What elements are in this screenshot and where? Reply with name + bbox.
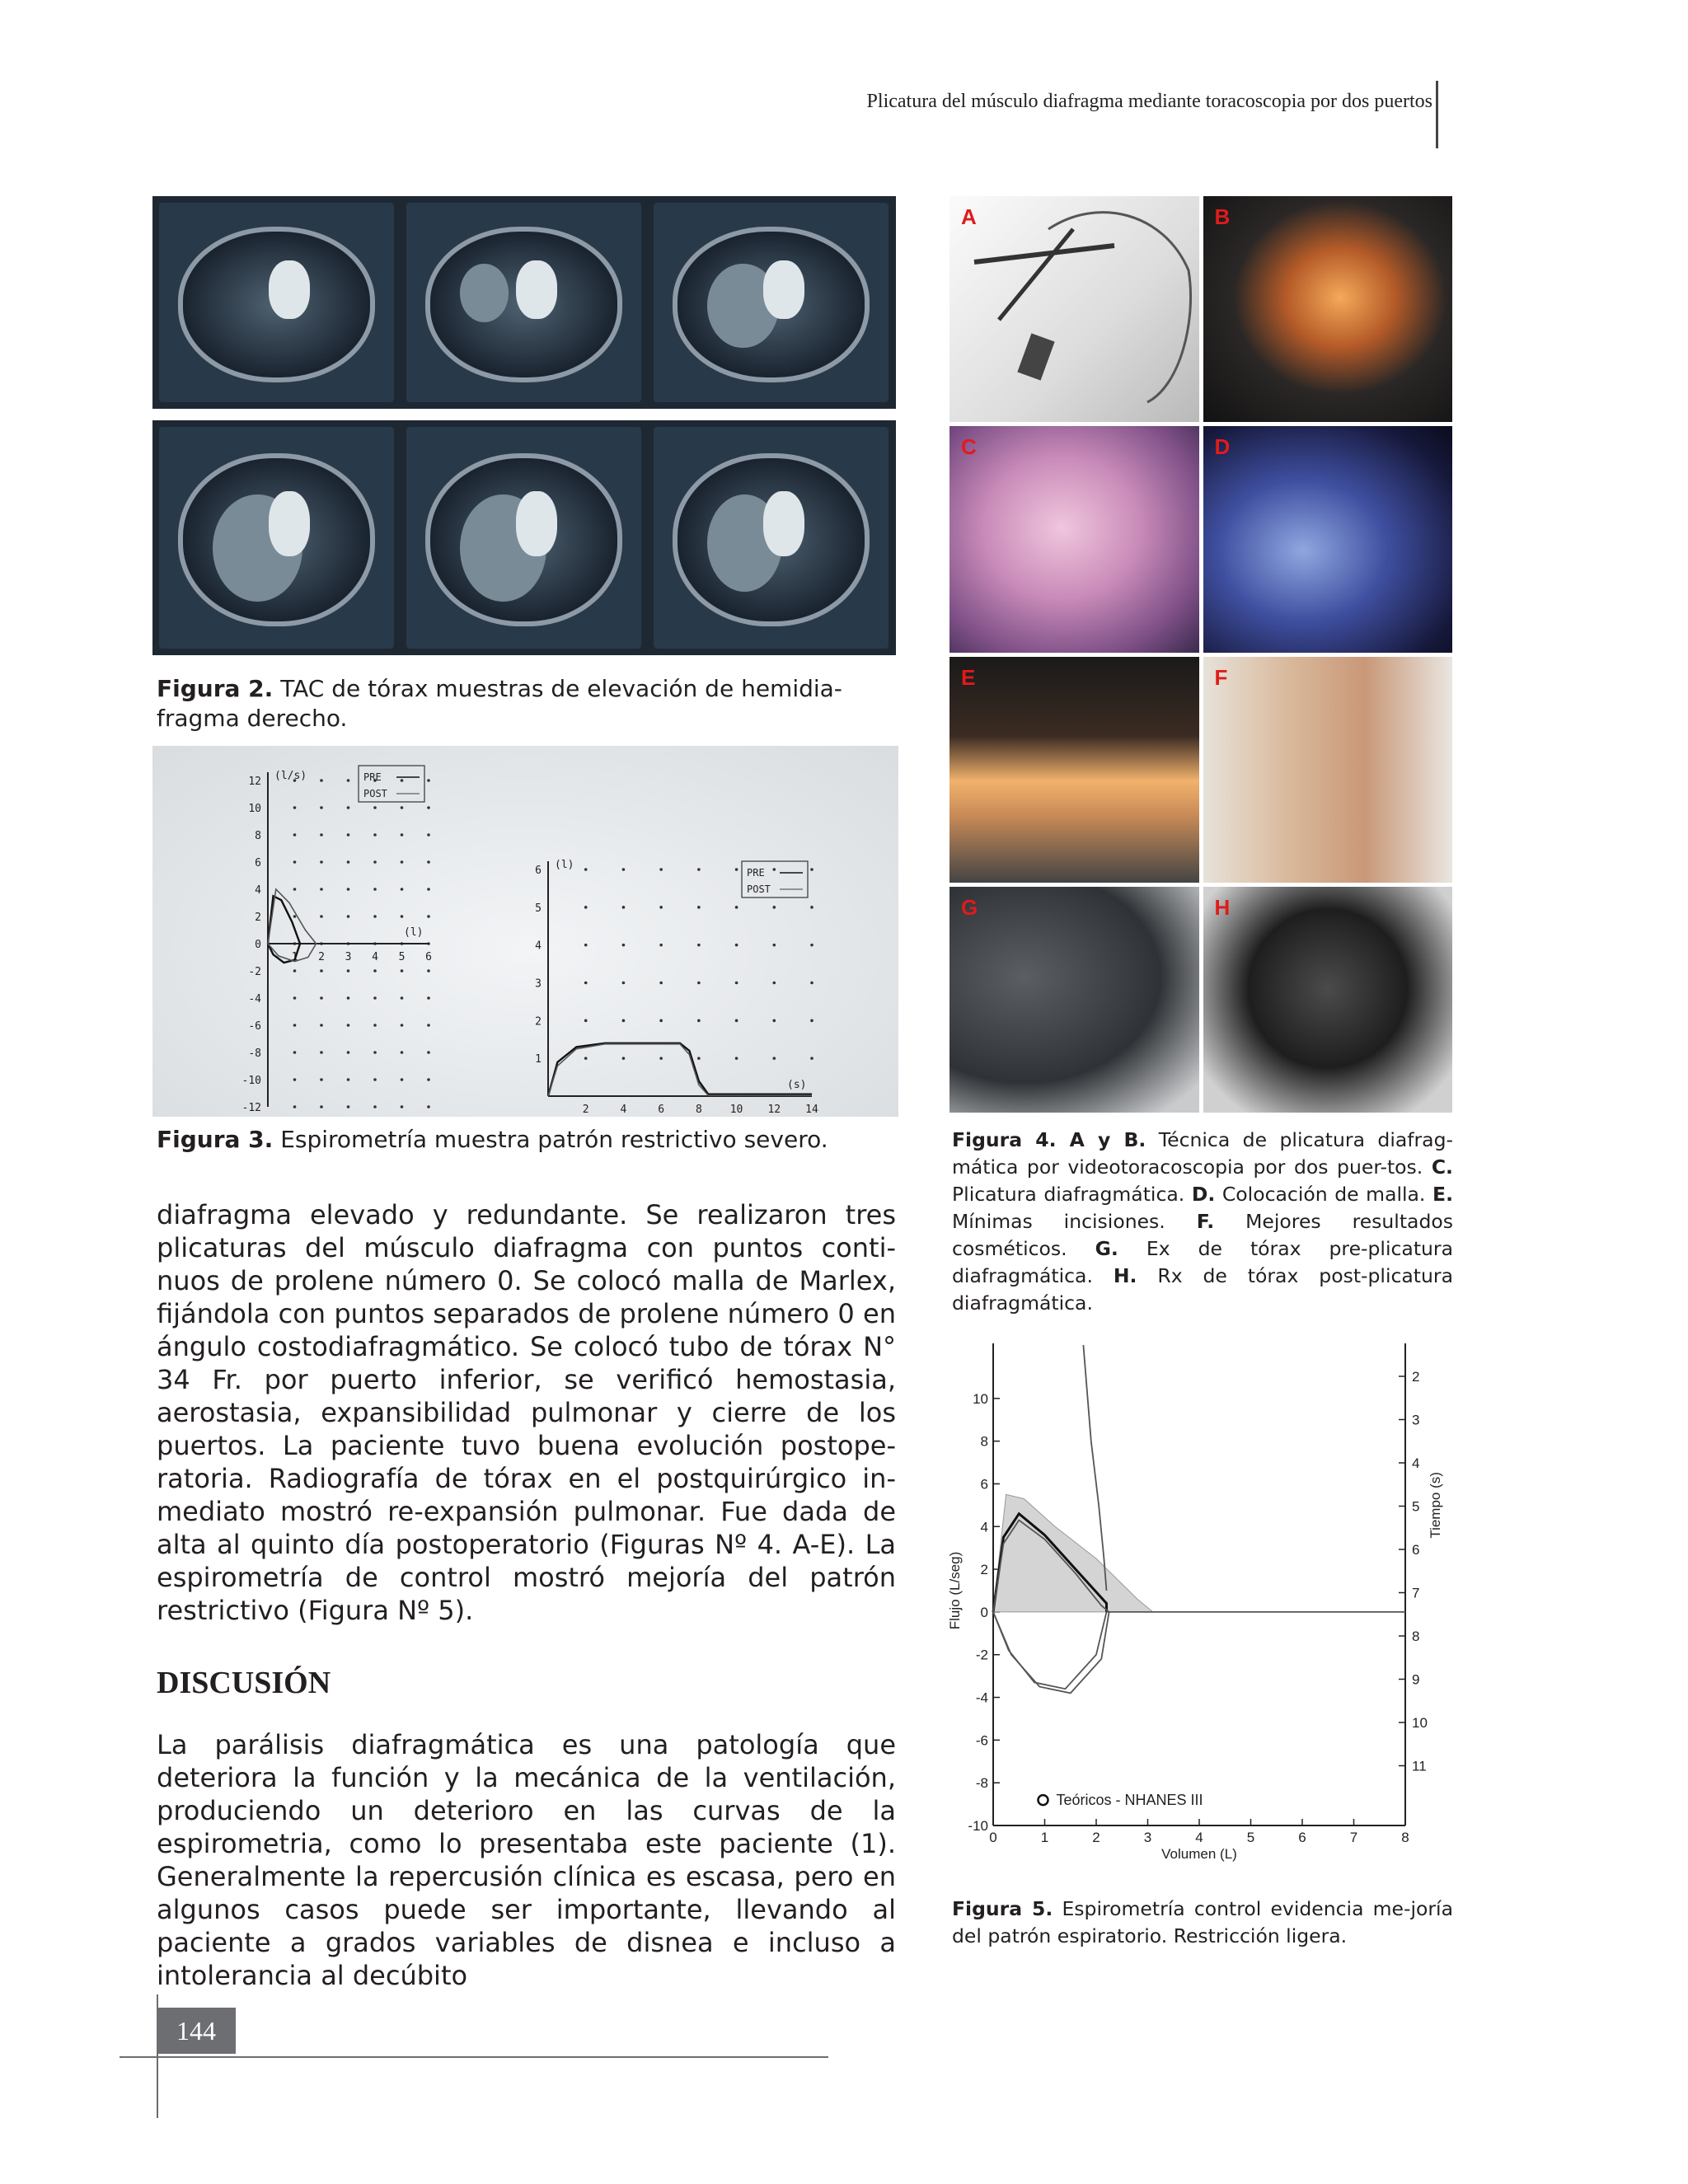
x-tick-label: 14 — [805, 1104, 818, 1116]
grid-dot — [427, 1024, 430, 1027]
grid-dot — [347, 833, 350, 837]
grid-dot — [293, 969, 297, 972]
section-heading: DISCUSIÓN — [157, 1666, 331, 1700]
x-tick-label: 4 — [1195, 1830, 1203, 1845]
x-tick-label: 1 — [1040, 1830, 1049, 1845]
figure-5-chart — [948, 1343, 1451, 1871]
figure-5-label: Figura 5. — [952, 1897, 1053, 1920]
grid-dot — [427, 888, 430, 891]
panel-f-photo — [1203, 657, 1453, 883]
x-tick-label: 2 — [318, 951, 325, 963]
grid-dot — [427, 1105, 430, 1108]
grid-dot — [293, 888, 297, 891]
x-tick-label: 7 — [1349, 1830, 1358, 1845]
y2-axis-label: Tiempo (s) — [1428, 1472, 1443, 1539]
grid-dot — [584, 868, 588, 871]
panel-e-photo — [950, 657, 1199, 883]
y-tick-label: 12 — [248, 776, 261, 788]
figure-3-label: Figura 3. — [157, 1126, 274, 1153]
grid-dot — [347, 1024, 350, 1027]
x-tick-label: 10 — [729, 1104, 743, 1116]
grid-dot — [810, 906, 814, 909]
y-axis-label: (l) — [555, 859, 574, 871]
panel-c-photo — [950, 426, 1199, 652]
figure-3-caption — [157, 1125, 898, 1155]
grid-dot — [772, 868, 776, 871]
y-tick-label: 1 — [535, 1053, 542, 1066]
figure-4-part-bold: H. — [1113, 1264, 1137, 1287]
page-number: 144 — [157, 2008, 236, 2054]
grid-dot — [373, 1024, 377, 1027]
figure-4-part: Mejores resultados cosméticos. — [952, 1210, 1453, 1260]
figure-4-caption — [952, 1127, 1453, 1317]
y-tick-label: 4 — [980, 1519, 988, 1535]
grid-dot — [347, 969, 350, 972]
y2-tick-label: 8 — [1412, 1629, 1420, 1644]
y-tick-label: -8 — [975, 1775, 988, 1792]
panel-h-xray — [1203, 887, 1453, 1113]
grid-dot — [659, 1019, 663, 1023]
grid-dot — [373, 833, 377, 837]
grid-dot — [373, 1078, 377, 1081]
grid-dot — [320, 915, 323, 918]
y-tick-label: -10 — [968, 1818, 988, 1834]
y-tick-label: 2 — [255, 912, 261, 924]
grid-dot — [320, 996, 323, 1000]
figure-2-caption — [157, 674, 898, 733]
grid-dot — [401, 996, 404, 1000]
panel-letter-g: G — [961, 894, 978, 920]
x-tick-label: 8 — [1401, 1830, 1409, 1845]
grid-dot — [622, 1019, 626, 1023]
grid-dot — [373, 806, 377, 809]
figure-2-ct-row-2 — [152, 420, 896, 655]
grid-dot — [735, 868, 738, 871]
x-tick-label: 4 — [372, 951, 378, 963]
x-tick-label: 8 — [695, 1104, 702, 1116]
figure-3-chart — [152, 746, 898, 1117]
grid-dot — [735, 944, 738, 947]
x-tick-label: 6 — [658, 1104, 665, 1116]
grid-dot — [697, 944, 701, 947]
grid-dot — [584, 982, 588, 985]
panel-letter-e: E — [961, 664, 976, 690]
grid-dot — [320, 1078, 323, 1081]
grid-dot — [427, 779, 430, 782]
grid-dot — [347, 888, 350, 891]
grid-dot — [293, 860, 297, 864]
grid-dot — [427, 1078, 430, 1081]
figure-4-part: Rx de tórax post-plicatura diafragmática. — [952, 1264, 1453, 1315]
y2-tick-label: 9 — [1412, 1671, 1420, 1688]
y-tick-label: -6 — [975, 1732, 988, 1749]
y-tick-label: 3 — [535, 977, 542, 991]
grid-dot — [697, 868, 701, 871]
grid-dot — [810, 1019, 814, 1023]
legend-label: Teóricos - NHANES III — [1056, 1792, 1203, 1809]
grid-dot — [659, 944, 663, 947]
grid-dot — [622, 982, 626, 985]
y-tick-label: 6 — [535, 865, 542, 877]
panel-a-illustration — [950, 196, 1199, 422]
grid-dot — [697, 906, 701, 909]
y-tick-label: 5 — [535, 902, 542, 915]
y-tick-label: 0 — [980, 1604, 988, 1620]
grid-dot — [320, 1051, 323, 1054]
y2-tick-label: 3 — [1412, 1412, 1420, 1428]
panel-letter-h: H — [1214, 894, 1231, 920]
y-tick-label: -6 — [248, 1020, 261, 1033]
grid-dot — [401, 915, 404, 918]
x-tick-label: 2 — [582, 1104, 589, 1116]
spirometry-panel-1 — [242, 766, 432, 1114]
grid-dot — [401, 1105, 404, 1108]
grid-dot — [373, 860, 377, 864]
grid-dot — [401, 833, 404, 837]
y-tick-label: 6 — [980, 1476, 988, 1493]
grid-dot — [659, 868, 663, 871]
grid-dot — [659, 906, 663, 909]
x-tick-label: 3 — [1143, 1830, 1152, 1845]
grid-dot — [401, 779, 404, 782]
figure-4-part-bold: G. — [1095, 1237, 1118, 1260]
grid-dot — [810, 982, 814, 985]
grid-dot — [427, 996, 430, 1000]
y-tick-label: 10 — [248, 803, 261, 815]
grid-dot — [320, 833, 323, 837]
legend-label: POST — [363, 788, 387, 799]
grid-dot — [584, 1019, 588, 1023]
grid-dot — [427, 806, 430, 809]
x-tick-label: 12 — [767, 1104, 781, 1116]
y-tick-label: -2 — [975, 1647, 988, 1663]
grid-dot — [320, 860, 323, 864]
grid-dot — [293, 833, 297, 837]
grid-dot — [320, 969, 323, 972]
figure-5-flow-volume — [948, 1343, 1451, 1871]
y-tick-label: 6 — [255, 857, 261, 869]
legend-label: POST — [747, 883, 771, 895]
figure-4-part-bold: E. — [1432, 1183, 1453, 1206]
grid-dot — [427, 860, 430, 864]
grid-dot — [347, 1051, 350, 1054]
x-axis-label: (s) — [787, 1079, 807, 1091]
header-rule — [1436, 81, 1438, 148]
grid-dot — [810, 1057, 814, 1060]
grid-dot — [347, 806, 350, 809]
grid-dot — [347, 996, 350, 1000]
grid-dot — [293, 1051, 297, 1054]
grid-dot — [373, 996, 377, 1000]
y-tick-label: -8 — [248, 1047, 261, 1060]
figure-4-part-bold: F. — [1196, 1210, 1215, 1233]
y2-tick-label: 5 — [1412, 1498, 1420, 1515]
grid-dot — [320, 806, 323, 809]
y-axis-label: (l/s) — [274, 770, 307, 782]
grid-dot — [401, 806, 404, 809]
thoracoscope-sketch — [950, 196, 1197, 404]
flow-volume-curve — [993, 1612, 1109, 1693]
body-paragraph-1: diafragma elevado y redundante. Se realizaron tres plicaturas del músculo diafragma con puntos conti-nuos de prolene número 0. Se colocó malla de Marlex, fijándola con puntos separados de prolene número 0 en ángulo costodiafragmático. Se colocó tubo de tórax N° 34 Fr. por puerto inferior, se verificó hemostasia, aerostasia, expansibilidad pulmonar y cierre de los puertos. La paciente tuvo buena evolución postope-ratoria. Radiografía de tórax en el postquirúrgico in-mediato mostró re-expansión pulmonar. Fue dada de alta al quinto día postoperatorio (Figuras Nº 4. A-E). La espirometría de control mostró mejoría del patrón restrictivo (Figura Nº 5). — [157, 1199, 896, 1626]
grid-dot — [320, 779, 323, 782]
figure-4-label: Figura 4. A y B. — [952, 1128, 1146, 1151]
x-tick-label: 0 — [989, 1830, 997, 1845]
x-tick-label: 4 — [620, 1104, 627, 1116]
y-tick-label: -4 — [975, 1690, 988, 1706]
grid-dot — [622, 868, 626, 871]
grid-dot — [373, 1051, 377, 1054]
grid-dot — [347, 1078, 350, 1081]
y-tick-label: -2 — [248, 966, 261, 978]
grid-dot — [401, 888, 404, 891]
y-axis-label: Flujo (L/seg) — [948, 1551, 963, 1630]
panel-letter-f: F — [1214, 664, 1228, 690]
grid-dot — [735, 1019, 738, 1023]
x-tick-label: 5 — [1246, 1830, 1255, 1845]
grid-dot — [697, 1019, 701, 1023]
grid-dot — [320, 1024, 323, 1027]
grid-dot — [772, 1057, 776, 1060]
grid-dot — [735, 982, 738, 985]
legend-marker — [1039, 1795, 1048, 1805]
grid-dot — [347, 779, 350, 782]
figure-2-text: TAC de tórax muestras de elevación de hemidia-fragma derecho. — [157, 675, 842, 732]
grid-dot — [320, 1105, 323, 1108]
grid-dot — [401, 1051, 404, 1054]
y2-tick-label: 6 — [1412, 1542, 1420, 1558]
figure-4-part-bold: D. — [1191, 1183, 1216, 1206]
grid-dot — [584, 906, 588, 909]
grid-dot — [810, 944, 814, 947]
grid-dot — [772, 944, 776, 947]
x-tick-label: 5 — [398, 951, 406, 963]
grid-dot — [772, 906, 776, 909]
y2-tick-label: 11 — [1412, 1758, 1427, 1774]
x-tick-label: 1 — [291, 951, 298, 963]
spirometry-panel-2 — [535, 859, 818, 1116]
y-tick-label: 0 — [255, 939, 261, 951]
panel-letter-a: A — [961, 204, 977, 229]
grid-dot — [622, 906, 626, 909]
figure-3-spirometry — [152, 746, 898, 1117]
panel-letter-c: C — [961, 434, 977, 460]
series-line-post — [548, 1044, 812, 1096]
y-tick-label: 8 — [980, 1433, 988, 1450]
panel-letter-d: D — [1214, 434, 1231, 460]
grid-dot — [772, 982, 776, 985]
figure-5-text: Espirometría control evidencia me-joría del patrón espiratorio. Restricción ligera. — [952, 1897, 1453, 1947]
footer-rule — [120, 2056, 828, 2058]
grid-dot — [622, 1057, 626, 1060]
body-paragraph-2: La parálisis diafragmática es una patología que deteriora la función y la mecánica de la ventilación, produciendo un deterioro en las curvas de la espirometria, como lo presentaba este paciente (1). Generalmente la repercusión clínica es escasa, pero en algunos casos puede ser importante, llevando al paciente a grados variables de disnea e incluso a intolerancia al decúbito — [157, 1729, 896, 1991]
panel-d-photo — [1203, 426, 1453, 652]
grid-dot — [401, 969, 404, 972]
predicted-area — [993, 1494, 1153, 1612]
figure-5-caption — [952, 1896, 1453, 1950]
y-tick-label: 2 — [535, 1015, 542, 1029]
grid-dot — [293, 1024, 297, 1027]
y-tick-label: 4 — [535, 940, 542, 953]
grid-dot — [427, 1051, 430, 1054]
panel-b-photo — [1203, 196, 1453, 422]
figure-2-ct-row-1 — [152, 196, 896, 409]
grid-dot — [659, 1057, 663, 1060]
y2-tick-label: 2 — [1412, 1369, 1420, 1385]
grid-dot — [373, 915, 377, 918]
y-tick-label: 2 — [980, 1562, 988, 1578]
grid-dot — [293, 806, 297, 809]
grid-dot — [697, 982, 701, 985]
grid-dot — [293, 996, 297, 1000]
grid-dot — [293, 1078, 297, 1081]
grid-dot — [373, 888, 377, 891]
x-axis-label: Volumen (L) — [1161, 1846, 1237, 1862]
grid-dot — [735, 1057, 738, 1060]
grid-dot — [810, 868, 814, 871]
y-tick-label: 4 — [255, 884, 261, 897]
y-tick-label: 10 — [973, 1390, 988, 1407]
x-tick-label: 6 — [425, 951, 432, 963]
figure-4-part: Colocación de malla. — [1215, 1183, 1433, 1206]
grid-dot — [320, 888, 323, 891]
grid-dot — [293, 915, 297, 918]
grid-dot — [584, 944, 588, 947]
x-axis-label: (l) — [404, 926, 424, 939]
figure-4-part: Ex de tórax pre-plicatura diafragmática. — [952, 1237, 1453, 1287]
y2-tick-label: 10 — [1412, 1715, 1428, 1731]
grid-dot — [293, 1105, 297, 1108]
grid-dot — [427, 969, 430, 972]
y-tick-label: -10 — [241, 1075, 261, 1087]
grid-dot — [373, 1105, 377, 1108]
grid-dot — [659, 982, 663, 985]
grid-dot — [347, 860, 350, 864]
grid-dot — [584, 1057, 588, 1060]
grid-dot — [427, 915, 430, 918]
y-tick-label: 8 — [255, 830, 261, 842]
grid-dot — [347, 915, 350, 918]
panel-letter-b: B — [1214, 204, 1231, 229]
grid-dot — [347, 1105, 350, 1108]
x-tick-label: 6 — [1298, 1830, 1306, 1845]
y2-tick-label: 4 — [1412, 1455, 1420, 1471]
x-tick-label: 3 — [345, 951, 352, 963]
figure-2-label: Figura 2. — [157, 675, 274, 702]
figure-4-part: Técnica de plicatura diafrag-mática por videotoracoscopia por dos puer-tos. — [952, 1128, 1453, 1179]
y-tick-label: -4 — [248, 993, 261, 1005]
series-line-pre — [548, 1043, 812, 1096]
grid-dot — [622, 944, 626, 947]
figure-4-part-bold: C. — [1431, 1155, 1453, 1179]
figure-4-photo-grid — [950, 196, 1452, 1113]
y2-tick-label: 7 — [1412, 1585, 1420, 1601]
grid-dot — [772, 1019, 776, 1023]
running-title: Plicatura del músculo diafragma mediante toracoscopia por dos puertos — [866, 91, 1432, 112]
grid-dot — [401, 860, 404, 864]
figure-3-text: Espirometría muestra patrón restrictivo severo. — [280, 1126, 828, 1153]
legend-label: PRE — [363, 771, 382, 783]
legend-label: PRE — [747, 867, 765, 879]
grid-dot — [401, 1024, 404, 1027]
figure-4-part: Plicatura diafragmática. — [952, 1183, 1192, 1206]
grid-dot — [697, 1057, 701, 1060]
x-tick-label: 2 — [1092, 1830, 1100, 1845]
grid-dot — [735, 906, 738, 909]
grid-dot — [373, 969, 377, 972]
grid-dot — [401, 1078, 404, 1081]
panel-g-xray — [950, 887, 1199, 1113]
grid-dot — [427, 833, 430, 837]
figure-4-part: Mínimas incisiones. — [952, 1210, 1197, 1233]
y-tick-label: -12 — [241, 1102, 261, 1114]
